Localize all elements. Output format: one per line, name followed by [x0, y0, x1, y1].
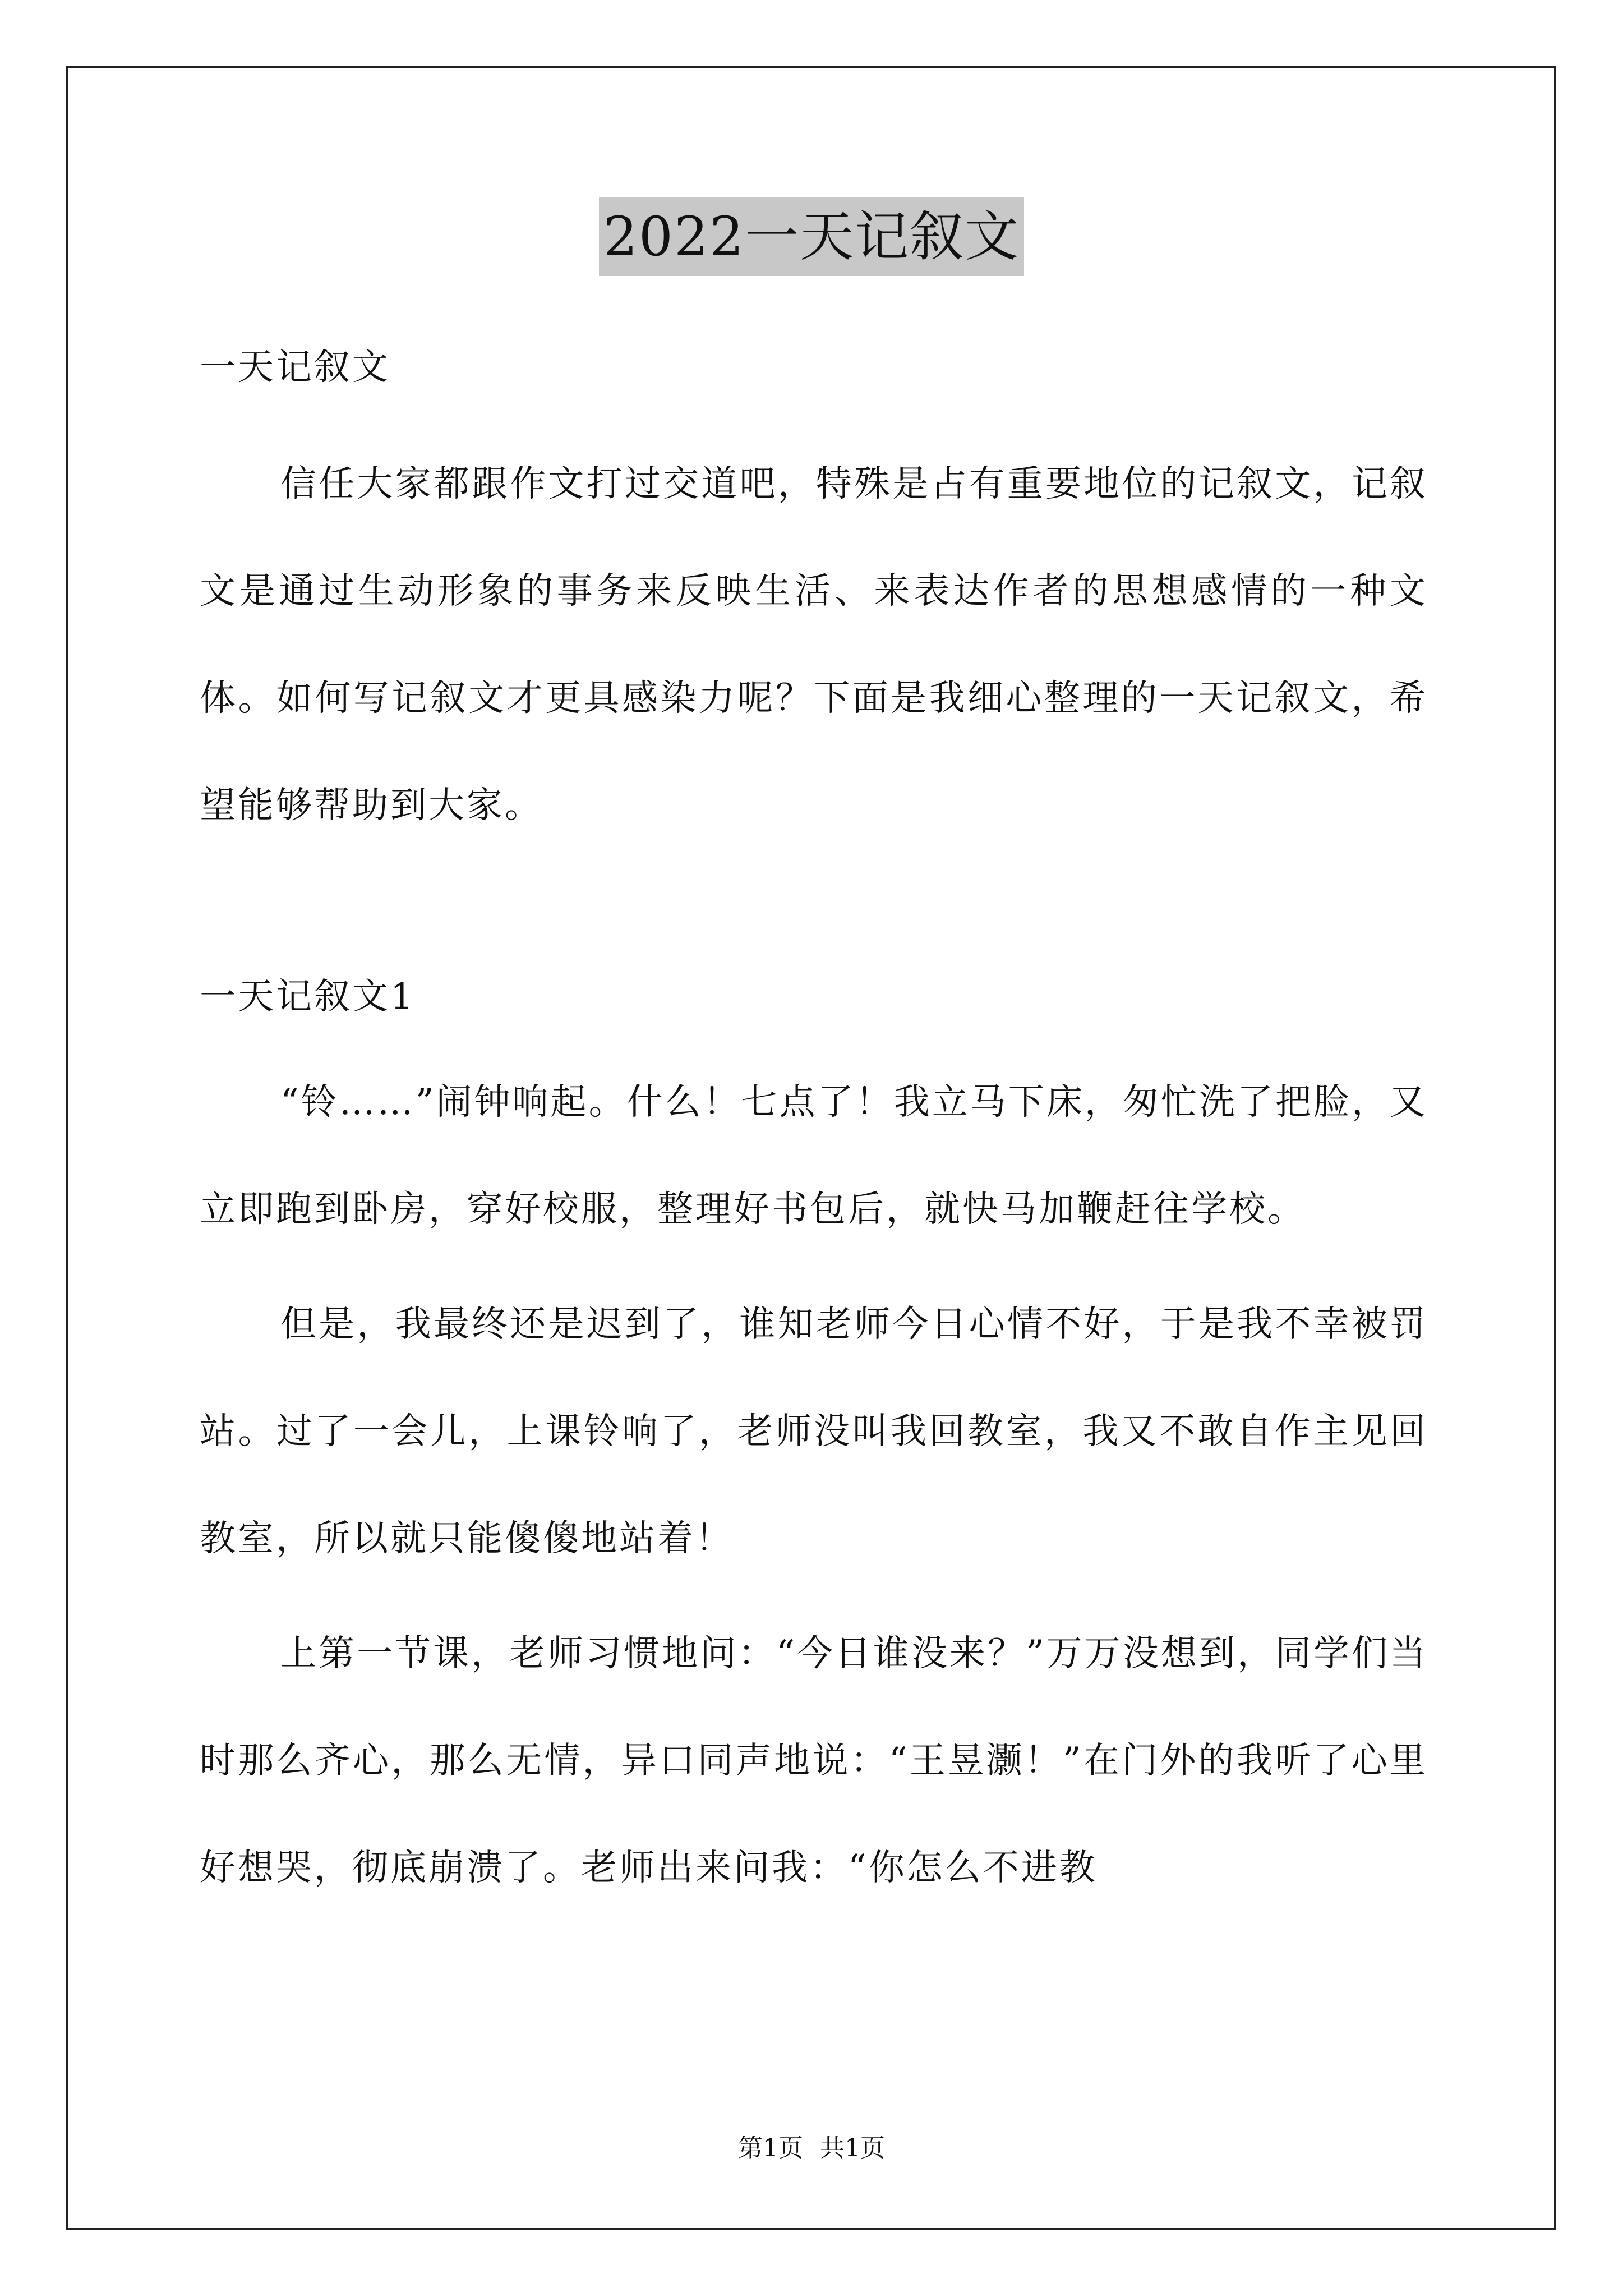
body-paragraph-3: 上第一节课，老师习惯地问：“今日谁没来？”万万没想到，同学们当时那么齐心，那么无情，异口同声地说：“王昱灏！”在门外的我听了心里好想哭，彻底崩溃了。老师出来问我：“你怎么不进教: [200, 1633, 1428, 1889]
section-heading-1: 一天记叙文: [200, 347, 390, 388]
section-heading-2: 一天记叙文1: [200, 976, 416, 1018]
section-spacer: [200, 859, 1428, 972]
body-paragraph-1: “铃……”闹钟响起。什么！七点了！我立马下床，匆忙洗了把脸，又立即跑到卧房，穿好校服，整理好书包后，就快马加鞭赶往学校。: [200, 1082, 1428, 1230]
document-body: [200, 342, 1428, 1922]
intro-paragraph: 信任大家都跟作文打过交道吧，特殊是占有重要地位的记叙文，记叙文是通过生动形象的事务来反映生活、来表达作者的思想感情的一种文体。如何写记叙文才更具感染力呢？下面是我细心整理的一天记叙文，希望能够帮助到大家。: [200, 463, 1428, 826]
page-footer: 第1页 共1页: [738, 2134, 885, 2162]
body-paragraph-2: 但是，我最终还是迟到了，谁知老师今日心情不好，于是我不幸被罚站。过了一会儿，上课铃响了，老师没叫我回教室，我又不敢自作主见回教室，所以就只能傻傻地站着！: [200, 1304, 1428, 1559]
document-title: 2022一天记叙文: [599, 197, 1024, 276]
title-container: [0, 197, 1623, 276]
